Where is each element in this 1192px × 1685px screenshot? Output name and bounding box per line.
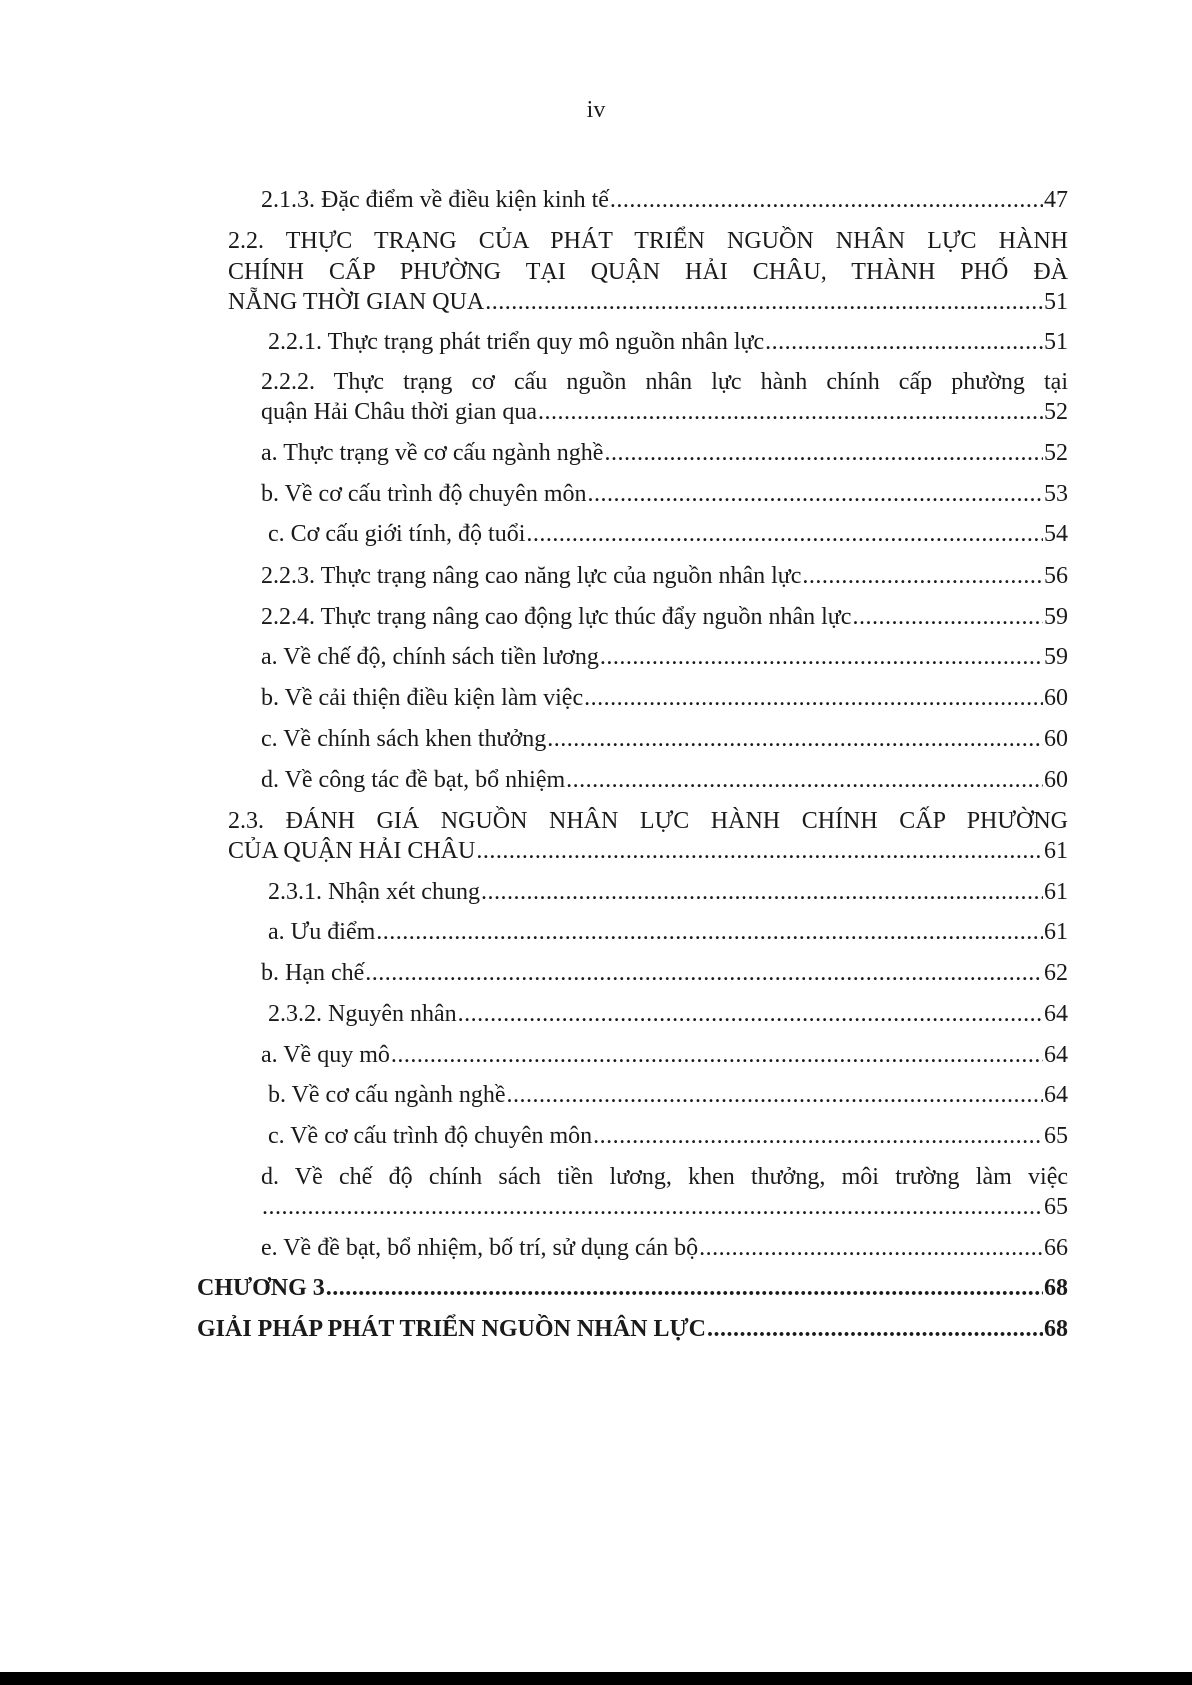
toc-entry[interactable] — [261, 725, 1068, 753]
toc-entry[interactable] — [261, 1234, 1068, 1262]
toc-entry[interactable] — [261, 367, 1068, 426]
toc-entry-title: e. Về đề bạt, bổ nhiệm, bố trí, sử dụng cán bộ — [261, 1235, 699, 1261]
toc-entry-page: 61 — [1044, 919, 1068, 945]
toc-entry-title: 2.2.1. Thực trạng phát triển quy mô nguồn nhân lực — [268, 329, 765, 355]
dot-leader — [547, 725, 1043, 753]
toc-entry-title: a. Về quy mô — [261, 1042, 390, 1068]
toc-entry-page: 64 — [1044, 1042, 1068, 1068]
toc-chapter-entry[interactable] — [197, 1274, 1068, 1302]
toc-entry-title-line: 2.2. THỰC TRẠNG CỦA PHÁT TRIỂN NGUỒN NHÂN LỰC HÀNH — [228, 228, 1068, 254]
dot-leader — [507, 1081, 1043, 1109]
toc-entry-title: a. Ưu điểm — [268, 919, 376, 945]
dot-leader — [485, 288, 1043, 316]
toc-entry-title-line: NẴNG THỜI GIAN QUA — [228, 289, 485, 315]
toc-entry-page: 52 — [1044, 440, 1068, 466]
toc-entry-page: 59 — [1044, 604, 1068, 630]
toc-entry-title: c. Về chính sách khen thưởng — [261, 726, 547, 752]
dot-leader — [365, 959, 1043, 987]
toc-entry-title: c. Cơ cấu giới tính, độ tuổi — [268, 521, 526, 547]
toc-entry-page: 52 — [1044, 399, 1068, 425]
toc-entry-page: 51 — [1044, 289, 1068, 315]
toc-entry-page: 60 — [1044, 685, 1068, 711]
toc-entry[interactable] — [261, 186, 1068, 214]
dot-leader — [852, 603, 1043, 631]
toc-entry[interactable] — [268, 1081, 1068, 1109]
page-number: iv — [586, 97, 606, 123]
toc-entry-page: 60 — [1044, 767, 1068, 793]
toc-entry-page: 56 — [1044, 563, 1068, 589]
toc-entry-title-line: 2.3. ĐÁNH GIÁ NGUỒN NHÂN LỰC HÀNH CHÍNH CẤP PHƯỜNG — [228, 808, 1068, 834]
toc-entry-title: a. Về chế độ, chính sách tiền lương — [261, 644, 599, 670]
toc-entry[interactable] — [228, 226, 1068, 316]
dot-leader — [476, 837, 1043, 865]
toc-entry-page: 53 — [1044, 481, 1068, 507]
dot-leader — [707, 1315, 1043, 1343]
toc-entry-title: c. Về cơ cấu trình độ chuyên môn — [268, 1123, 593, 1149]
toc-entry-page: 61 — [1044, 879, 1068, 905]
dot-leader — [765, 328, 1043, 356]
toc-entry[interactable] — [261, 766, 1068, 794]
toc-entry-title: b. Về cơ cấu ngành nghề — [268, 1082, 506, 1108]
toc-entry-page: 54 — [1044, 521, 1068, 547]
toc-entry-page: 47 — [1044, 187, 1068, 213]
toc-entry-page: 65 — [1044, 1194, 1068, 1220]
toc-entry[interactable] — [228, 806, 1068, 865]
toc-entry[interactable] — [261, 684, 1068, 712]
toc-entry-page: 66 — [1044, 1235, 1068, 1261]
toc-entry-title: b. Về cải thiện điều kiện làm việc — [261, 685, 584, 711]
toc-entry[interactable] — [261, 643, 1068, 671]
toc-entry-page: 68 — [1044, 1275, 1068, 1301]
dot-leader — [600, 643, 1043, 671]
toc-entry-title: b. Về cơ cấu trình độ chuyên môn — [261, 481, 587, 507]
toc-entry-page: 68 — [1044, 1316, 1068, 1342]
toc-entry[interactable] — [268, 520, 1068, 548]
dot-leader — [802, 562, 1043, 590]
dot-leader — [566, 766, 1043, 794]
toc-entry[interactable] — [261, 603, 1068, 631]
toc-entry[interactable] — [261, 1041, 1068, 1069]
toc-entry[interactable] — [261, 562, 1068, 590]
toc-entry-title: 2.3.1. Nhận xét chung — [268, 879, 480, 905]
toc-entry-title-line: quận Hải Châu thời gian qua — [261, 399, 537, 425]
toc-entry[interactable] — [261, 480, 1068, 508]
toc-entry-title: b. Hạn chế — [261, 960, 365, 986]
toc-entry-title-line: CỦA QUẬN HẢI CHÂU — [228, 838, 476, 864]
toc-entry[interactable] — [268, 328, 1068, 356]
toc-entry-page: 64 — [1044, 1082, 1068, 1108]
toc-entry-page: 61 — [1044, 838, 1068, 864]
toc-entry-title: d. Về công tác đề bạt, bổ nhiệm — [261, 767, 566, 793]
toc-chapter-entry[interactable] — [197, 1315, 1068, 1343]
toc-entry[interactable] — [261, 1162, 1068, 1221]
toc-entry-title: 2.2.4. Thực trạng nâng cao động lực thúc đẩy nguồn nhân lực — [261, 604, 852, 630]
dot-leader — [584, 684, 1043, 712]
toc-entry-title-line: CHÍNH CẤP PHƯỜNG TẠI QUẬN HẢI CHÂU, THÀNH PHỐ ĐÀ — [228, 259, 1068, 285]
toc-entry[interactable] — [268, 1000, 1068, 1028]
toc-entry-title: CHƯƠNG 3 — [197, 1275, 325, 1301]
toc-entry-page: 60 — [1044, 726, 1068, 752]
dot-leader — [481, 878, 1043, 906]
toc-entry-page: 62 — [1044, 960, 1068, 986]
dot-leader — [538, 398, 1043, 426]
toc-entry-title: 2.2.3. Thực trạng nâng cao năng lực của nguồn nhân lực — [261, 563, 802, 589]
dot-leader — [610, 186, 1043, 214]
toc-entry-page: 51 — [1044, 329, 1068, 355]
dot-leader — [458, 1000, 1043, 1028]
dot-leader — [604, 439, 1043, 467]
toc-entry-title: 2.3.2. Nguyên nhân — [268, 1001, 457, 1027]
toc-entry-page: 59 — [1044, 644, 1068, 670]
toc-entry-title-line: 2.2.2. Thực trạng cơ cấu nguồn nhân lực hành chính cấp phường tại — [261, 369, 1068, 395]
toc-entry-title: a. Thực trạng về cơ cấu ngành nghề — [261, 440, 604, 466]
toc-entry-title-line: d. Về chế độ chính sách tiền lương, khen thưởng, môi trường làm việc — [261, 1164, 1068, 1190]
dot-leader — [526, 520, 1043, 548]
toc-entry[interactable] — [261, 959, 1068, 987]
dot-leader — [391, 1041, 1043, 1069]
toc-entry[interactable] — [261, 439, 1068, 467]
dot-leader — [376, 918, 1043, 946]
toc-entry-title: 2.1.3. Đặc điểm về điều kiện kinh tế — [261, 187, 609, 213]
toc-entry-title: GIẢI PHÁP PHÁT TRIỂN NGUỒN NHÂN LỰC — [197, 1316, 706, 1342]
toc-entry-page: 64 — [1044, 1001, 1068, 1027]
toc-entry[interactable] — [268, 1122, 1068, 1150]
dot-leader — [593, 1122, 1043, 1150]
dot-leader — [326, 1274, 1043, 1302]
dot-leader — [262, 1193, 1043, 1221]
scan-bottom-edge — [0, 1672, 1192, 1685]
toc-entry[interactable] — [268, 878, 1068, 906]
toc-entry[interactable] — [268, 918, 1068, 946]
toc-entry-page: 65 — [1044, 1123, 1068, 1149]
dot-leader — [699, 1234, 1043, 1262]
dot-leader — [588, 480, 1044, 508]
